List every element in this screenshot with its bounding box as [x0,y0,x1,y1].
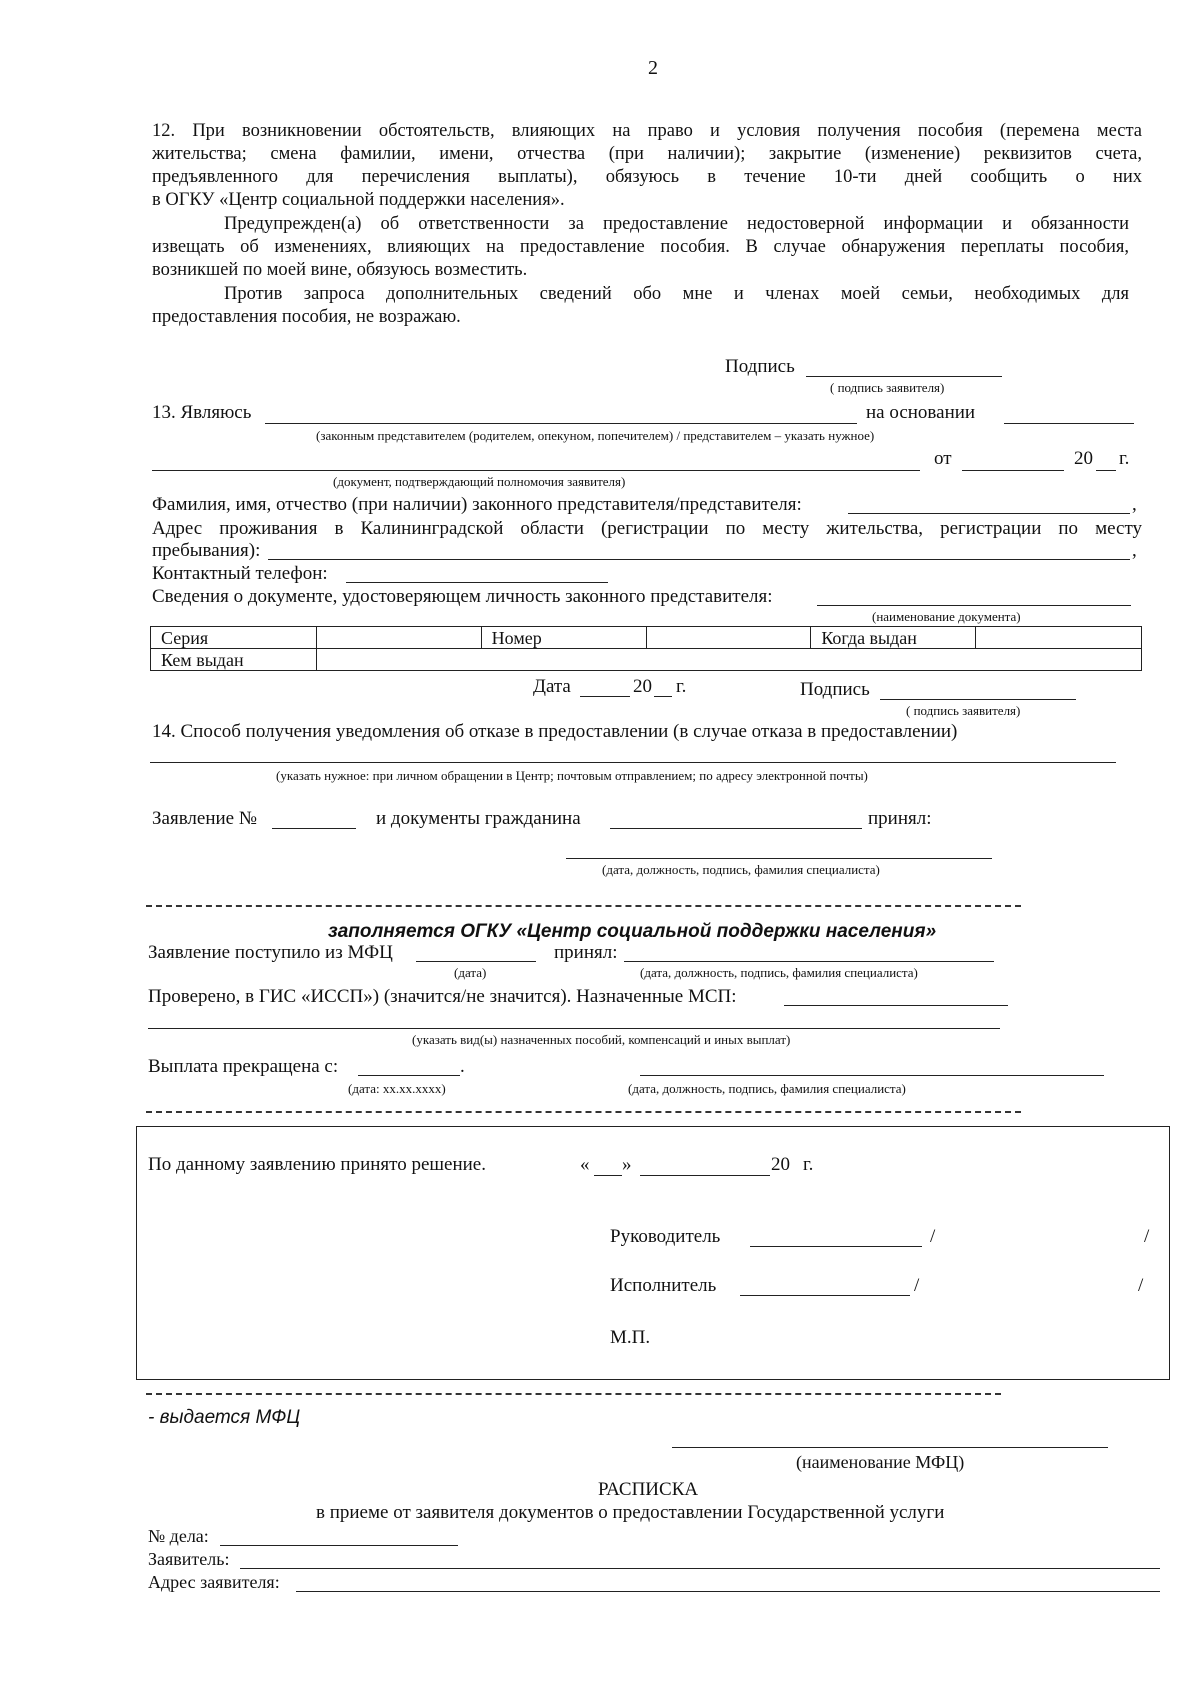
executor-slash-2: / [1138,1275,1144,1296]
case-number-field[interactable] [220,1545,458,1546]
decision-year: 20 [771,1154,790,1175]
consent-line-2: предоставления пособия, не возражаю. [152,307,461,327]
cut-line-3 [146,1393,1001,1395]
number-cell[interactable] [646,627,811,649]
from-label: от [934,448,952,469]
payment-stopped-specialist-caption: (дата, должность, подпись, фамилия специалиста) [628,1081,906,1096]
id-document-field[interactable] [817,605,1131,606]
applicant-label: Заявитель: [148,1549,230,1569]
phone-field[interactable] [346,582,608,583]
year-field[interactable] [1096,470,1116,471]
id-document-table [150,626,1142,671]
payment-types-field[interactable] [148,1028,1000,1029]
stamp-label: М.П. [610,1327,651,1348]
cut-line-2 [146,1111,1021,1113]
executor-label: Исполнитель [610,1275,717,1296]
section-14-title: 14. Способ получения уведомления об отказе в предоставлении (в случае отказа в предоставлении) [152,721,958,742]
address-line-2: пребывания): [152,540,261,561]
authority-document-caption: (документ, подтверждающий полномочия заявителя) [333,474,626,489]
decision-label: По данному заявлению принято решение. [148,1154,486,1175]
assigned-msp-field[interactable] [784,1005,1008,1006]
warning-line-2: извещать об изменениях, влияющих на предоставление пособия. В случае обнаружения переплаты пособия, [152,237,1129,257]
series-label: Серия [151,627,317,649]
decision-day-field[interactable] [594,1175,622,1176]
warning-line-3: возникшей по моей вине, обязуюсь возместить. [152,260,528,280]
case-number-label: № дела: [148,1526,209,1546]
consent-line-1: Против запроса дополнительных сведений обо мне и членах моей семьи, необходимых для [224,284,1129,304]
section-12-paragraph-2 [152,213,1129,282]
year-suffix: г. [1119,448,1130,469]
representative-name-field[interactable] [848,513,1130,514]
cut-line-1 [146,905,1021,907]
applicant-address-field[interactable] [296,1591,1160,1592]
statement-number-label: Заявление № [152,808,257,829]
notification-method-field[interactable] [150,762,1116,763]
issued-when-label: Когда выдан [811,627,976,649]
citizen-name-field[interactable] [610,828,862,829]
date-year-field[interactable] [654,696,672,697]
applicant-field[interactable] [240,1568,1160,1569]
statement-number-field[interactable] [272,828,356,829]
decision-quote-open: « [580,1154,590,1175]
decision-month-field[interactable] [640,1175,770,1176]
payment-stopped-label: Выплата прекращена с: [148,1056,339,1077]
payment-stopped-dot: . [460,1056,465,1077]
executor-slash-1: / [914,1275,920,1296]
date-field[interactable] [580,696,630,697]
phone-label: Контактный телефон: [152,563,328,584]
representative-caption: (законным представителем (родителем, опекуном, попечителем) / представителем – указать нужное) [316,428,875,443]
address-block [152,517,1142,540]
head-label: Руководитель [610,1226,721,1247]
payment-stopped-specialist-field[interactable] [640,1075,1104,1076]
applicant-signature-label: Подпись [800,679,870,700]
accepted-label: принял: [868,808,932,829]
basis-label: на основании [866,402,976,423]
ogku-specialist-caption: (дата, должность, подпись, фамилия специалиста) [640,965,918,980]
warning-line-1: Предупрежден(а) об ответственности за предоставление недостоверной информации и обязанности [224,214,1129,234]
date-suffix: г. [676,676,687,697]
issued-by-mfc-label: - выдается МФЦ [148,1407,301,1428]
payment-stopped-date-caption: (дата: хх.хх.хххх) [348,1081,446,1096]
issued-by-label: Кем выдан [151,649,317,671]
ogku-heading: заполняется ОГКУ «Центр социальной поддержки населения» [328,921,937,942]
section-12-line-2: жительства; смена фамилии, имени, отчества (при наличии); закрытие (изменение) реквизитов счета, [152,144,1142,164]
specialist-caption: (дата, должность, подпись, фамилия специалиста) [602,862,880,877]
section-12-paragraph-3 [152,283,1129,329]
mfc-name-field[interactable] [672,1447,1108,1448]
head-slash-2: / [1144,1226,1150,1247]
date-year: 20 [633,676,652,697]
received-date-field[interactable] [416,961,536,962]
address-line-1: Адрес проживания в Калининградской области (регистрации по месту жительства, регистрации по месту [152,518,1142,539]
received-date-caption: (дата) [454,965,487,980]
basis-field[interactable] [1004,423,1134,424]
gis-checked-label: Проверено, в ГИС «ИССП») (значится/не значится). Назначенные МСП: [148,986,737,1007]
section-12-line-1: 12. При возникновении обстоятельств, влияющих на право и условия получения пособия (перемена места [152,121,1142,141]
decision-year-suffix: г. [803,1154,814,1175]
number-label: Номер [481,627,646,649]
name-comma: , [1132,494,1137,515]
authority-document-field[interactable] [152,470,920,471]
head-slash-1: / [930,1226,936,1247]
citizen-docs-label: и документы гражданина [376,808,581,829]
table-row [151,627,1142,649]
executor-signature-field[interactable] [740,1295,910,1296]
decision-quote-close: » [622,1154,632,1175]
representative-name-label: Фамилия, имя, отчество (при наличии) законного представителя/представителя: [152,494,802,515]
payment-stopped-date-field[interactable] [358,1075,460,1076]
signature-caption: ( подпись заявителя) [830,380,945,395]
notification-method-caption: (указать нужное: при личном обращении в Центр; почтовым отправлением; по адресу электронной почты) [276,768,868,783]
page-number: 2 [648,57,658,79]
ogku-specialist-field[interactable] [624,961,994,962]
representative-field[interactable] [265,423,857,424]
section-13-label: 13. Являюсь [152,402,252,423]
address-field[interactable] [268,559,1130,560]
section-12-paragraph-1 [152,120,1142,212]
applicant-address-label: Адрес заявителя: [148,1572,280,1592]
series-cell[interactable] [316,627,481,649]
head-signature-field[interactable] [750,1246,922,1247]
id-document-label: Сведения о документе, удостоверяющем личность законного представителя: [152,586,773,607]
year-label: 20 [1074,448,1093,469]
receipt-subtitle: в приеме от заявителя документов о предоставлении Государственной услуги [316,1502,945,1523]
issued-when-cell[interactable] [976,627,1142,649]
applicant-signature-field[interactable] [880,699,1076,700]
received-from-mfc-label: Заявление поступило из МФЦ [148,942,393,963]
receipt-title: РАСПИСКА [598,1479,699,1500]
section-12-line-4: в ОГКУ «Центр социальной поддержки населения». [152,190,565,210]
specialist-field[interactable] [566,858,992,859]
payment-types-caption: (указать вид(ы) назначенных пособий, компенсаций и иных выплат) [412,1032,791,1047]
issued-by-cell[interactable] [316,649,1141,671]
signature-line[interactable] [806,376,1002,377]
address-comma: , [1132,540,1137,561]
date-label: Дата [533,676,571,697]
id-document-caption: (наименование документа) [872,609,1021,624]
signature-label: Подпись [725,356,795,377]
applicant-signature-caption: ( подпись заявителя) [906,703,1021,718]
table-row [151,649,1142,671]
ogku-accepted-label: принял: [554,942,618,963]
section-12-line-3: предъявленного для перечисления выплаты), обязуюсь в течение 10-ти дней сообщить о них [152,167,1142,187]
mfc-name-caption: (наименование МФЦ) [796,1452,965,1472]
from-date-field[interactable] [962,470,1064,471]
